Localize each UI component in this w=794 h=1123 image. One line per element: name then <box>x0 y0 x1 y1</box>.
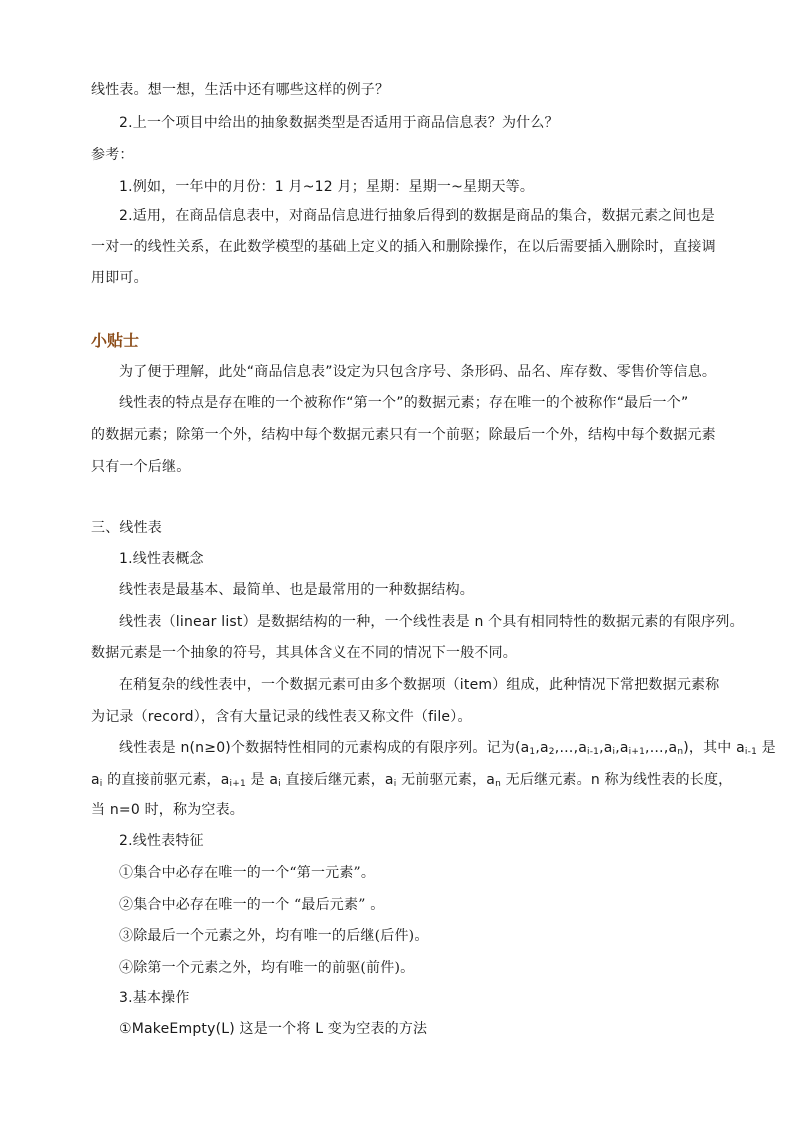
feature-2: ②集合中必存在唯一的一个 “最后元素” 。 <box>119 897 385 913</box>
subheading-operations: 3.基本操作 <box>119 990 190 1006</box>
section-heading: 三、线性表 <box>91 520 162 536</box>
feature-3: ③除最后一个元素之外，均有唯一的后继(后件)。 <box>119 928 429 944</box>
answer-2-line-1: 2.适用，在商品信息表中，对商品信息进行抽象后得到的数据是商品的集合，数据元素之间也是 <box>119 208 715 224</box>
tip-paragraph-2-line-2: 的数据元素；除第一个外，结构中每个数据元素只有一个前驱；除最后一个外，结构中每个数据元素 <box>91 427 716 443</box>
definition-line-2: $a_i$ 的直接前驱元素，$a_{i+1}$ 是 $a_i$ 直接后继元素，$a_i$ 无前驱元素，$a_n$ 无后继元素。n 称为线性表的长度， <box>91 772 733 789</box>
subheading-concept: 1.线性表概念 <box>119 551 204 567</box>
answer-2-line-2: 一对一的线性关系，在此数学模型的基础上定义的插入和删除操作，在以后需要插入删除时，直接调 <box>91 239 716 255</box>
question-2: 2.上一个项目中给出的抽象数据类型是否适用于商品信息表？为什么？ <box>119 115 559 131</box>
feature-4: ④除第一个元素之外，均有唯一的前驱(前件)。 <box>119 960 415 976</box>
concept-paragraph-3-line-1: 在稍复杂的线性表中，一个数据元素可由多个数据项（item）组成，此种情况下常把数据元素称 <box>119 677 720 693</box>
definition-line-3: 当 n=0 时，称为空表。 <box>91 802 245 818</box>
tip-paragraph-1: 为了便于理解，此处“商品信息表”设定为只包含序号、条形码、品名、库存数、零售价等信息。 <box>119 364 717 380</box>
feature-1: ①集合中必存在唯一的一个“第一元素”。 <box>119 865 376 881</box>
definition-line-1: 线性表是 n(n≥0)个数据特性相同的元素构成的有限序列。记为$(a_1,a_2,\dots,a_{i-1},a_i,a_{i+1},\dots,a_n)$，其中 $a_{i-1}$ 是 <box>119 740 776 757</box>
concept-paragraph-2-line-2: 数据元素是一个抽象的符号，其具体含义在不同的情况下一般不同。 <box>91 645 517 661</box>
tip-title: 小贴士 <box>91 331 140 350</box>
subheading-features: 2.线性表特征 <box>119 833 204 849</box>
tip-paragraph-2-line-1: 线性表的特点是存在唯的一个被称作“第一个”的数据元素；存在唯一的个被称作“最后一个” <box>119 395 689 411</box>
answer-2-line-3: 用即可。 <box>91 270 148 286</box>
reference-label: 参考： <box>91 147 134 163</box>
operation-1: ①MakeEmpty(L) 这是一个将 L 变为空表的方法 <box>119 1021 428 1037</box>
tip-paragraph-2-line-3: 只有一个后继。 <box>91 459 191 475</box>
concept-paragraph-2-line-1: 线性表（linear list）是数据结构的一种，一个线性表是 n 个具有相同特性的数据元素的有限序列。 <box>119 614 744 630</box>
intro-line: 线性表。想一想，生活中还有哪些这样的例子？ <box>91 82 390 98</box>
answer-1: 1.例如，一年中的月份：1 月~12 月；星期：星期一~星期天等。 <box>119 179 535 195</box>
concept-paragraph-1: 线性表是最基本、最简单、也是最常用的一种数据结构。 <box>119 582 474 598</box>
concept-paragraph-3-line-2: 为记录（record），含有大量记录的线性表又称文件（file）。 <box>91 709 472 725</box>
